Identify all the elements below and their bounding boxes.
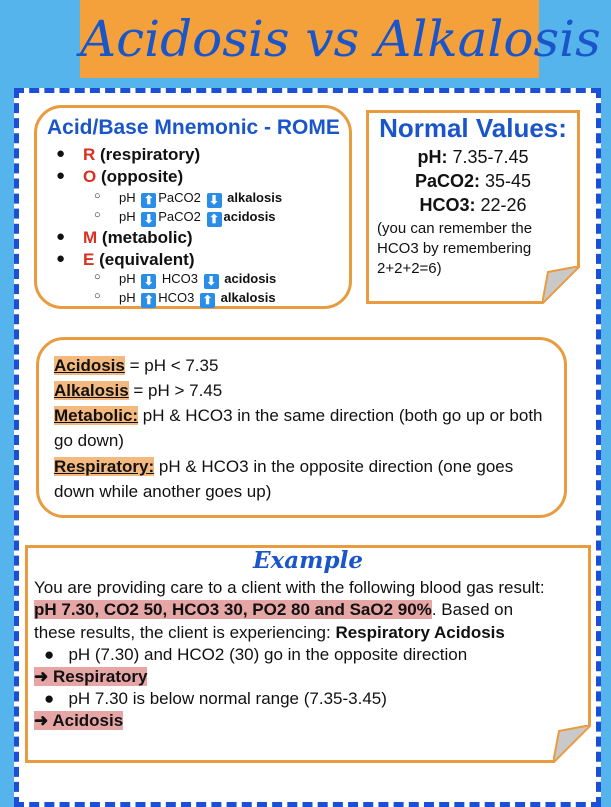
example-box	[25, 545, 591, 763]
mnemonic-sub-o1: ○ pH ⬆ PaCO2 ⬇ alkalosis	[94, 190, 283, 207]
mnemonic-sub-e2: ○ pH ⬆ HCO3 ⬆ alkalosis	[94, 290, 276, 307]
normal-value-ph: pH: 7.35-7.45	[417, 147, 529, 167]
definition-acidosis: Acidosis = pH < 7.35	[54, 356, 219, 375]
normal-value-paco2: PaCO2: 35-45	[414, 171, 532, 191]
normal-values-box	[366, 110, 580, 304]
definition-respiratory: Respiratory: pH & HCO3 in the opposite direction (one goes down while another goes up)	[54, 457, 514, 501]
definitions-box	[36, 337, 567, 518]
up-arrow-icon: ⬆	[141, 193, 156, 208]
definition-metabolic: Metabolic: pH & HCO3 in the same direction (both go up or both go down)	[54, 406, 543, 450]
mnemonic-box	[34, 105, 352, 309]
example-conclusion: these results, the client is experiencing: Respiratory Acidosis	[34, 623, 505, 642]
page-fold-icon	[553, 725, 591, 763]
down-arrow-icon: ⬇	[141, 274, 156, 289]
example-bullet-2: ● pH 7.30 is below normal range (7.35-3.45)	[44, 689, 387, 708]
page-fold-icon	[542, 266, 580, 304]
mnemonic-item-r: ● R (respiratory)	[56, 145, 201, 164]
example-heading: Example	[253, 547, 363, 574]
example-values-line: pH 7.30, CO2 50, HCO3 30, PO2 80 and SaO2 90%. Based on	[34, 600, 514, 619]
up-arrow-icon: ⬆	[200, 293, 215, 308]
mnemonic-sub-o2: ○ pH ⬇ PaCO2 ⬆ acidosis	[94, 209, 276, 226]
mnemonic-heading: Acid/Base Mnemonic - ROME	[47, 116, 340, 139]
definition-alkalosis: Alkalosis = pH > 7.45	[54, 381, 223, 400]
example-intro: You are providing care to a client with the following blood gas result:	[34, 578, 545, 597]
normal-values-heading: Normal Values:	[379, 113, 567, 143]
title-banner	[80, 0, 601, 78]
mnemonic-sub-e1: ○ pH ⬇ HCO3 ⬇ acidosis	[94, 271, 277, 288]
down-arrow-icon: ⬇	[207, 193, 222, 208]
down-arrow-icon: ⬇	[204, 274, 219, 289]
up-arrow-icon: ⬆	[141, 293, 156, 308]
example-result-acidosis: ➜ Acidosis	[34, 711, 124, 730]
example-result-respiratory: ➜ Respiratory	[34, 667, 148, 686]
up-arrow-icon: ⬆	[207, 212, 222, 227]
mnemonic-item-e: ● E (equivalent)	[56, 250, 195, 269]
normal-values-note: (you can remember the HCO3 by remembering 2+2+2=6)	[377, 220, 533, 277]
down-arrow-icon: ⬇	[141, 212, 156, 227]
mnemonic-item-m: ● M (metabolic)	[56, 228, 193, 247]
page-title: Acidosis vs Alkalosis	[80, 10, 601, 68]
example-bullet-1: ● pH (7.30) and HCO2 (30) go in the opposite direction	[44, 645, 468, 664]
normal-value-hco3: HCO3: 22-26	[419, 195, 527, 215]
mnemonic-item-o: ● O (opposite)	[56, 167, 184, 186]
